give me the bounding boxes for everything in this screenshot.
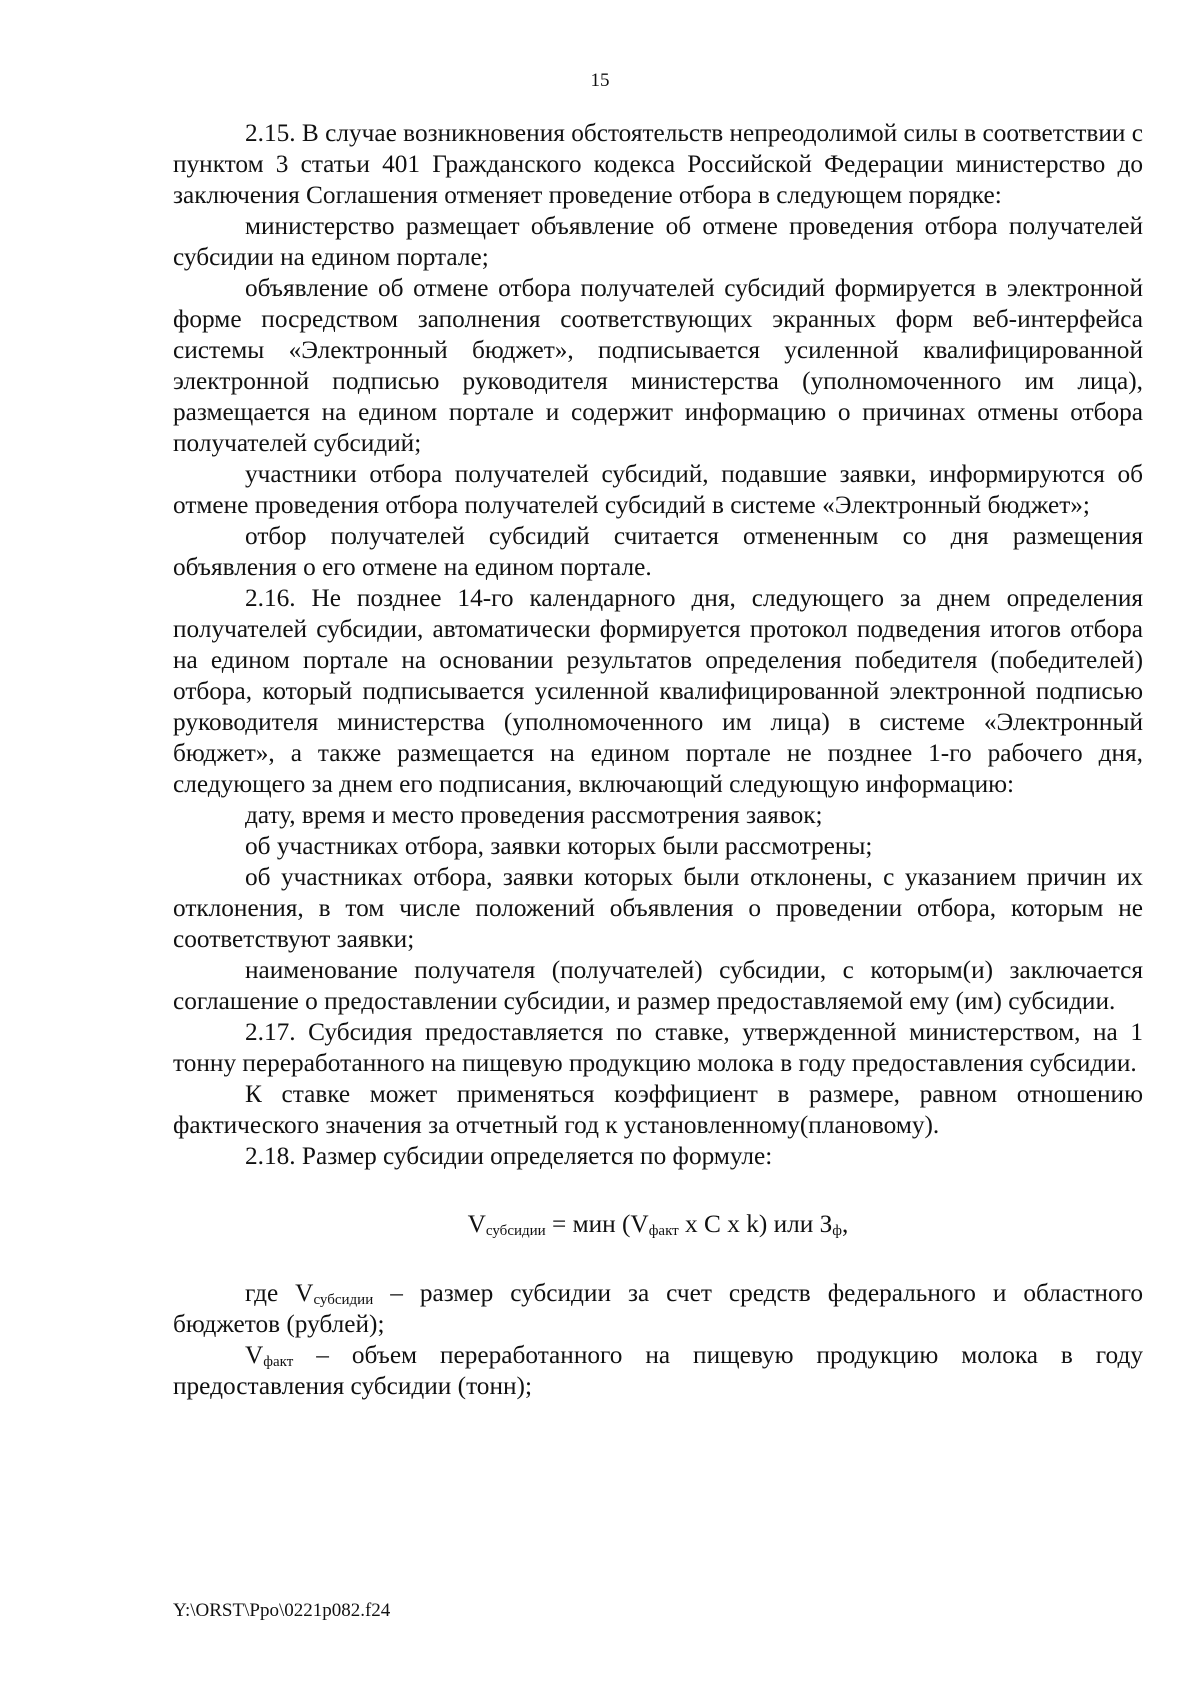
paragraph-item: К ставке может применяться коэффициент в размере, равном отношению фактического значения за отчетный год к установленному(плановому). bbox=[173, 1080, 1143, 1139]
formula-sub-f: ф bbox=[832, 1223, 843, 1239]
definition-sub: факт bbox=[263, 1354, 294, 1370]
paragraph-item: об участниках отбора, заявки которых были отклонены, с указанием причин их отклонения, в том числе положений объявления о проведении отбора, которым не соответствуют заявки; bbox=[173, 863, 1143, 953]
formula-v: V bbox=[467, 1210, 486, 1238]
paragraph-item: наименование получателя (получателей) субсидии, с которым(и) заключается соглашение о предоставлении субсидии, и размер предоставляемой ему (им) субсидии. bbox=[173, 956, 1143, 1015]
definition-text: – размер субсидии за счет средств федерального и областного бюджетов (рублей); bbox=[173, 1279, 1144, 1338]
definition-v-subsidy bbox=[173, 1278, 1143, 1340]
page-number: 15 bbox=[590, 70, 610, 91]
definition-sub: субсидии bbox=[313, 1292, 374, 1308]
paragraph-item: объявление об отмене отбора получателей субсидий формируется в электронной форме посредством заполнения соответствующих экранных форм веб-интерфейса системы «Электронный бюджет», подписывается усиленной квалифицированной электронной подписью руководителя министерства (уполномоченного им лица), размещается на едином портале и содержит информацию о причинах отмены отбора получателей субсидий; bbox=[173, 274, 1143, 457]
subsidy-formula bbox=[173, 1209, 1143, 1240]
definition-lead: где V bbox=[245, 1279, 314, 1307]
definition-lead: V bbox=[245, 1341, 264, 1369]
paragraph-item: министерство размещает объявление об отмене проведения отбора получателей субсидии на едином портале; bbox=[173, 212, 1143, 271]
definition-text: – объем переработанного на пищевую продукцию молока в году предоставления субсидии (тонн); bbox=[173, 1341, 1143, 1400]
paragraph-2-17: 2.17. Субсидия предоставляется по ставке, утвержденной министерством, на 1 тонну переработанного на пищевую продукцию молока в году предоставления субсидии. bbox=[173, 1018, 1143, 1077]
formula-tail: , bbox=[842, 1210, 849, 1238]
paragraph-2-16: 2.16. Не позднее 14-го календарного дня, следующего за днем определения получателей субсидии, автоматически формируется протокол подведения итогов отбора на едином портале на основании результатов определения победителя (победителей) отбора, который подписывается усиленной квалифицированной электронной подписью руководителя министерства (уполномоченного им лица) в системе «Электронный бюджет», а также размещается на едином портале не позднее 1-го рабочего дня, следующего за днем его подписания, включающий следующую информацию: bbox=[173, 584, 1143, 798]
paragraph-item: участники отбора получателей субсидий, подавшие заявки, информируются об отмене проведения отбора получателей субсидий в системе «Электронный бюджет»; bbox=[173, 460, 1143, 519]
formula-sub-fact: факт bbox=[648, 1223, 679, 1239]
paragraph-item: отбор получателей субсидий считается отмененным со дня размещения объявления о его отмене на едином портале. bbox=[173, 522, 1143, 581]
paragraph-2-15: 2.15. В случае возникновения обстоятельств непреодолимой силы в соответствии с пунктом 3 статьи 401 Гражданского кодекса Российской Федерации министерство до заключения Соглашения отменяет проведение отбора в следующем порядке: bbox=[173, 119, 1143, 209]
formula-mult: x С x k) или З bbox=[678, 1210, 833, 1238]
document-body bbox=[173, 118, 1143, 1402]
definition-v-fact bbox=[173, 1340, 1143, 1402]
formula-eq-min: = мин (V bbox=[545, 1210, 649, 1238]
paragraph-2-18: 2.18. Размер субсидии определяется по формуле: bbox=[245, 1142, 773, 1170]
paragraph-item: дату, время и место проведения рассмотрения заявок; bbox=[245, 801, 823, 829]
formula-sub-subsidy: субсидии bbox=[485, 1223, 546, 1239]
paragraph-item: об участниках отбора, заявки которых были рассмотрены; bbox=[245, 832, 873, 860]
file-path-footer: Y:\ORST\Рро\0221р082.f24 bbox=[173, 1600, 391, 1621]
